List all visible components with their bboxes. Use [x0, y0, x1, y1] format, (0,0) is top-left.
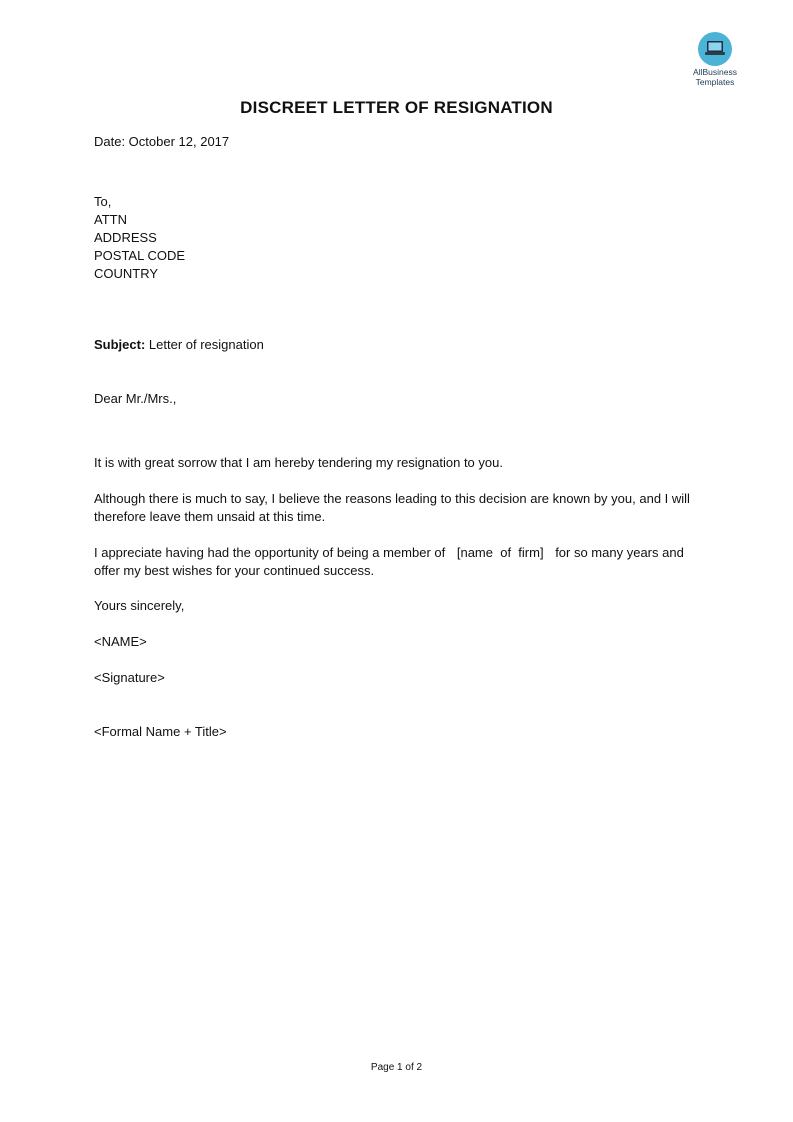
firm-name-placeholder: [name of firm]: [456, 545, 544, 560]
name-placeholder: <NAME>: [94, 634, 147, 649]
subject-text: Letter of resignation: [148, 337, 264, 352]
date-line: Date: October 12, 2017: [94, 134, 230, 149]
salutation: Dear Mr./Mrs.,: [94, 391, 177, 406]
logo-text-line2: Templates: [695, 76, 735, 87]
p3-before: I appreciate having had the opportunity of being a member of: [94, 545, 446, 560]
document-title: DISCREET LETTER OF RESIGNATION: [240, 98, 553, 117]
laptop-icon: [698, 32, 732, 66]
signature-placeholder: <Signature>: [94, 670, 165, 685]
address-attn: ATTN: [94, 212, 127, 227]
closing: Yours sincerely,: [94, 598, 185, 613]
subject-label: Subject:: [94, 337, 146, 352]
address-to: To,: [94, 194, 112, 209]
address-address: ADDRESS: [94, 230, 157, 245]
subject-line: [94, 336, 264, 354]
body-paragraph-3: [94, 544, 704, 580]
page-number: Page 1 of 2: [370, 1062, 423, 1073]
allbusiness-logo: [686, 32, 744, 87]
body-paragraph-1: It is with great sorrow that I am hereby tendering my resignation to you.: [94, 455, 503, 470]
formal-name-placeholder: <Formal Name + Title>: [94, 724, 227, 739]
logo-text: [686, 68, 744, 87]
address-country: COUNTRY: [94, 266, 159, 281]
logo-text-line1: AllBusiness: [693, 67, 737, 77]
address-postal-code: POSTAL CODE: [94, 248, 186, 263]
p3-after: for so many years and offer my best wishes for your continued success.: [94, 545, 684, 578]
body-paragraph-2: Although there is much to say, I believe the reasons leading to this decision are known by you, and I will therefore leave them unsaid at this time.: [94, 491, 690, 524]
